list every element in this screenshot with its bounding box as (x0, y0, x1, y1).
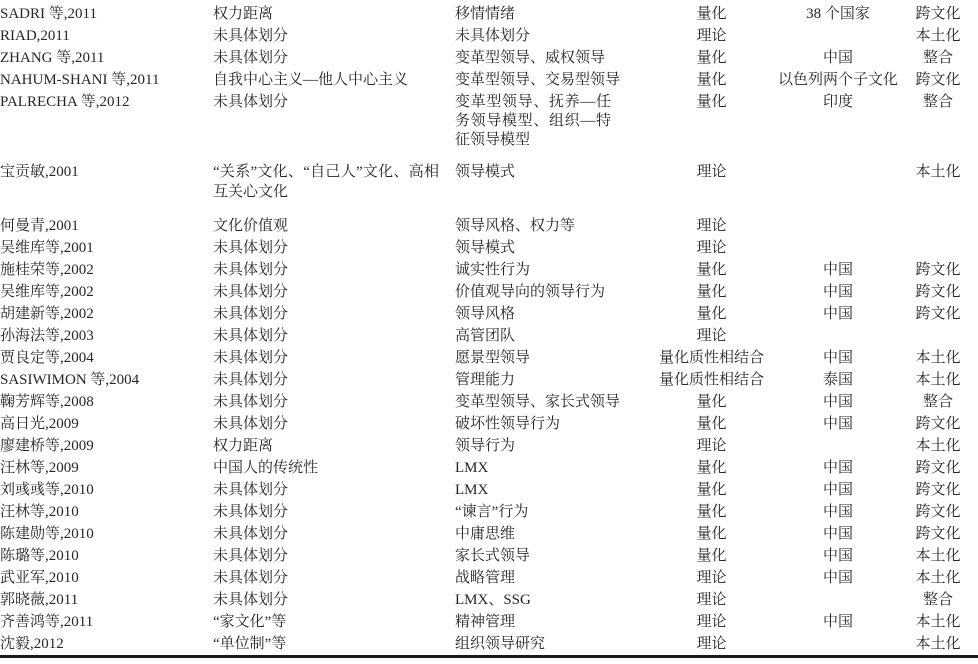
cell-culture-dimension: 未具体划分 (213, 592, 289, 608)
cell-author-year: 吴维库等,2001 (0, 240, 94, 256)
cell-author-year: 武亚军,2010 (0, 570, 79, 586)
cell-research-category: 本土化 (915, 438, 961, 454)
cell-leadership-topic: 中庸思维 (455, 526, 516, 542)
cell-research-method: 理论 (696, 438, 727, 454)
cell-author-year: ZHANG 等,2011 (0, 50, 105, 66)
cell-research-method: 量化 (696, 504, 727, 520)
cell-research-category: 整合 (922, 50, 953, 66)
cell-culture-dimension: “单位制”等 (213, 636, 287, 652)
cell-research-category (898, 325, 978, 347)
cell-leadership-topic: 战略管理 (455, 570, 516, 586)
table-row (0, 91, 978, 161)
cell-research-method: 量化质性相结合 (658, 350, 764, 366)
cell-country-sample (778, 589, 898, 611)
cell-leadership-topic: “谏言”行为 (455, 504, 529, 520)
cell-author-year: 宝贡敏,2001 (0, 164, 79, 180)
cell-author-year: 郭晓薇,2011 (0, 592, 79, 608)
cell-research-method: 量化 (696, 548, 727, 564)
cell-leadership-topic: 管理能力 (455, 372, 516, 388)
cell-research-category: 跨文化 (915, 504, 961, 520)
cell-country-sample: 中国 (822, 460, 853, 476)
cell-research-method: 量化 (696, 284, 727, 300)
cell-culture-dimension: 未具体划分 (213, 328, 289, 344)
cell-research-method: 理论 (696, 328, 727, 344)
cell-country-sample: 印度 (822, 94, 853, 110)
table-row (0, 259, 978, 281)
cell-country-sample: 中国 (822, 350, 853, 366)
cell-leadership-topic: 领导行为 (455, 438, 516, 454)
cell-leadership-topic: 愿景型领导 (455, 350, 531, 366)
cell-country-sample: 中国 (822, 394, 853, 410)
table-row (0, 479, 978, 501)
table-row (0, 325, 978, 347)
cell-culture-dimension: 未具体划分 (213, 50, 289, 66)
cell-research-category (898, 237, 978, 259)
cell-leadership-topic: 领导风格、权力等 (455, 218, 576, 234)
table-row (0, 281, 978, 303)
cell-country-sample: 中国 (822, 504, 853, 520)
cell-culture-dimension: “家文化”等 (213, 614, 287, 630)
cell-author-year: NAHUM-SHANI 等,2011 (0, 72, 160, 88)
cell-leadership-topic: 家长式领导 (455, 548, 531, 564)
cell-country-sample: 中国 (822, 50, 853, 66)
table-row (0, 435, 978, 457)
cell-culture-dimension: 未具体划分 (213, 94, 289, 110)
cell-country-sample (778, 435, 898, 457)
cell-culture-dimension: 未具体划分 (213, 394, 289, 410)
cell-research-method: 量化 (696, 306, 727, 322)
cell-research-method: 理论 (696, 636, 727, 652)
cell-culture-dimension: 未具体划分 (213, 504, 289, 520)
cell-leadership-topic: 移情情绪 (455, 6, 516, 22)
cell-leadership-topic: LMX、SSG (455, 592, 531, 608)
cell-country-sample (778, 25, 898, 47)
cell-research-method: 理论 (696, 592, 727, 608)
table-row (0, 589, 978, 611)
cell-author-year: 高日光,2009 (0, 416, 79, 432)
cell-research-category: 跨文化 (915, 460, 961, 476)
cell-culture-dimension: 未具体划分 (213, 284, 289, 300)
cell-research-category (898, 215, 978, 237)
cell-leadership-topic: 领导风格 (455, 306, 516, 322)
cell-research-method: 量化 (696, 50, 727, 66)
cell-research-category: 跨文化 (915, 6, 961, 22)
cell-author-year: 汪林等,2009 (0, 460, 79, 476)
table-row (0, 3, 978, 25)
cell-leadership-topic: 领导模式 (455, 164, 516, 180)
cell-research-category: 跨文化 (915, 416, 961, 432)
cell-author-year: RIAD,2011 (0, 28, 70, 44)
cell-author-year: 汪林等,2010 (0, 504, 79, 520)
cell-culture-dimension: 权力距离 (213, 6, 274, 22)
cell-research-category: 本土化 (915, 570, 961, 586)
table-row (0, 633, 978, 657)
cell-country-sample (778, 633, 898, 657)
cell-leadership-topic: 组织领导研究 (455, 636, 546, 652)
cell-author-year: 何曼青,2001 (0, 218, 79, 234)
cell-research-method: 量化 (696, 6, 727, 22)
cell-research-method: 量化 (696, 526, 727, 542)
cell-research-method: 量化 (696, 394, 727, 410)
cell-country-sample: 中国 (822, 570, 853, 586)
cell-culture-dimension: 未具体划分 (213, 548, 289, 564)
cell-research-category: 跨文化 (915, 262, 961, 278)
cell-leadership-topic: LMX (455, 482, 489, 498)
cell-author-year: PALRECHA 等,2012 (0, 94, 130, 110)
cell-culture-dimension: 未具体划分 (213, 416, 289, 432)
cell-country-sample: 中国 (822, 306, 853, 322)
cell-author-year: 齐善鸿等,2011 (0, 614, 94, 630)
cell-research-method: 量化 (696, 72, 727, 88)
cell-research-method: 量化质性相结合 (658, 372, 764, 388)
cell-culture-dimension: 未具体划分 (213, 482, 289, 498)
cell-leadership-topic: 精神管理 (455, 614, 516, 630)
cell-research-method: 理论 (696, 240, 727, 256)
cell-research-category: 本土化 (915, 614, 961, 630)
table-row (0, 237, 978, 259)
table-row (0, 523, 978, 545)
cell-country-sample (778, 325, 898, 347)
cell-research-method: 量化 (696, 416, 727, 432)
table-body (0, 3, 978, 657)
cell-author-year: 鞠芳辉等,2008 (0, 394, 94, 410)
cell-research-method: 理论 (696, 570, 727, 586)
cell-leadership-topic: 诚实性行为 (455, 262, 531, 278)
cell-research-category: 整合 (922, 394, 953, 410)
table-row (0, 347, 978, 369)
table-row (0, 369, 978, 391)
cell-research-category: 本土化 (915, 548, 961, 564)
cell-research-category: 本土化 (915, 350, 961, 366)
cell-culture-dimension: 未具体划分 (213, 570, 289, 586)
cell-author-year: 陈建勋等,2010 (0, 526, 94, 542)
table-row (0, 413, 978, 435)
cell-culture-dimension: 未具体划分 (213, 526, 289, 542)
cell-culture-dimension: 未具体划分 (213, 372, 289, 388)
table-row (0, 501, 978, 523)
cell-leadership-topic: 变革型领导、威权领导 (455, 50, 606, 66)
cell-research-method: 量化 (696, 262, 727, 278)
cell-research-category: 跨文化 (915, 482, 961, 498)
cell-research-category: 跨文化 (915, 284, 961, 300)
cell-leadership-topic: LMX (455, 460, 489, 476)
cell-culture-dimension: 未具体划分 (213, 262, 289, 278)
cell-country-sample: 以色列两个子文化 (778, 72, 898, 88)
cell-leadership-topic: 领导模式 (455, 240, 516, 256)
table-row (0, 391, 978, 413)
table-row (0, 303, 978, 325)
cell-author-year: 施桂荣等,2002 (0, 262, 94, 278)
cell-culture-dimension: 未具体划分 (213, 306, 289, 322)
cell-culture-dimension: 权力距离 (213, 438, 274, 454)
cell-research-category: 整合 (922, 94, 953, 110)
cell-culture-dimension: 未具体划分 (213, 350, 289, 366)
cell-leadership-topic: 破坏性领导行为 (455, 416, 561, 432)
cell-country-sample: 中国 (822, 548, 853, 564)
cell-author-year: 沈毅,2012 (0, 636, 64, 652)
table-row (0, 611, 978, 633)
cell-country-sample (778, 161, 898, 215)
cell-country-sample (778, 215, 898, 237)
table-row (0, 545, 978, 567)
cell-research-category: 本土化 (915, 164, 961, 180)
table-row (0, 161, 978, 215)
cell-research-method: 量化 (696, 482, 727, 498)
cell-research-method: 理论 (696, 28, 727, 44)
cell-country-sample: 中国 (822, 416, 853, 432)
cell-culture-dimension: 未具体划分 (213, 240, 289, 256)
cell-culture-dimension: 自我中心主义—他人中心主义 (213, 72, 409, 88)
cell-country-sample: 泰国 (822, 372, 853, 388)
cell-country-sample (778, 237, 898, 259)
cell-research-method: 量化 (696, 460, 727, 476)
cell-leadership-topic: 未具体划分 (455, 28, 531, 44)
table-row (0, 215, 978, 237)
cell-research-category: 跨文化 (915, 72, 961, 88)
cell-country-sample: 中国 (822, 614, 853, 630)
cell-author-year: 贾良定等,2004 (0, 350, 94, 366)
cell-research-method: 量化 (696, 94, 727, 110)
cell-research-method: 理论 (696, 218, 727, 234)
cell-research-category: 整合 (922, 592, 953, 608)
cell-country-sample: 中国 (822, 262, 853, 278)
cell-author-year: SASIWIMON 等,2004 (0, 372, 140, 388)
table-row (0, 69, 978, 91)
cell-author-year: 吴维库等,2002 (0, 284, 94, 300)
cell-culture-dimension: 未具体划分 (213, 28, 289, 44)
cell-research-method: 理论 (696, 164, 727, 180)
table-row (0, 457, 978, 479)
cell-leadership-topic: 变革型领导、抚养—任务领导模型、组织—特征领导模型 (455, 94, 611, 148)
cell-leadership-topic: 变革型领导、家长式领导 (455, 394, 621, 410)
cell-culture-dimension: 中国人的传统性 (213, 460, 319, 476)
cell-research-category: 跨文化 (915, 526, 961, 542)
cell-author-year: 胡建新等,2002 (0, 306, 94, 322)
cell-author-year: 刘彧彧等,2010 (0, 482, 94, 498)
cell-author-year: 廖建桥等,2009 (0, 438, 94, 454)
cell-leadership-topic: 价值观导向的领导行为 (455, 284, 606, 300)
cell-research-category: 跨文化 (915, 306, 961, 322)
cell-research-category: 本土化 (915, 636, 961, 652)
cell-country-sample: 38 个国家 (806, 6, 870, 22)
table-row (0, 25, 978, 47)
literature-review-table (0, 3, 978, 658)
cell-leadership-topic: 高管团队 (455, 328, 516, 344)
cell-research-category: 本土化 (915, 372, 961, 388)
cell-culture-dimension: “关系”文化、“自己人”文化、高相互关心文化 (213, 164, 439, 200)
table-row (0, 47, 978, 69)
cell-country-sample: 中国 (822, 284, 853, 300)
cell-author-year: 孙海法等,2003 (0, 328, 94, 344)
cell-author-year: 陈璐等,2010 (0, 548, 79, 564)
cell-culture-dimension: 文化价值观 (213, 218, 289, 234)
cell-country-sample: 中国 (822, 526, 853, 542)
cell-leadership-topic: 变革型领导、交易型领导 (455, 72, 621, 88)
cell-research-method: 理论 (696, 614, 727, 630)
cell-country-sample: 中国 (822, 482, 853, 498)
cell-research-category: 本土化 (915, 28, 961, 44)
table-row (0, 567, 978, 589)
cell-author-year: SADRI 等,2011 (0, 6, 97, 22)
